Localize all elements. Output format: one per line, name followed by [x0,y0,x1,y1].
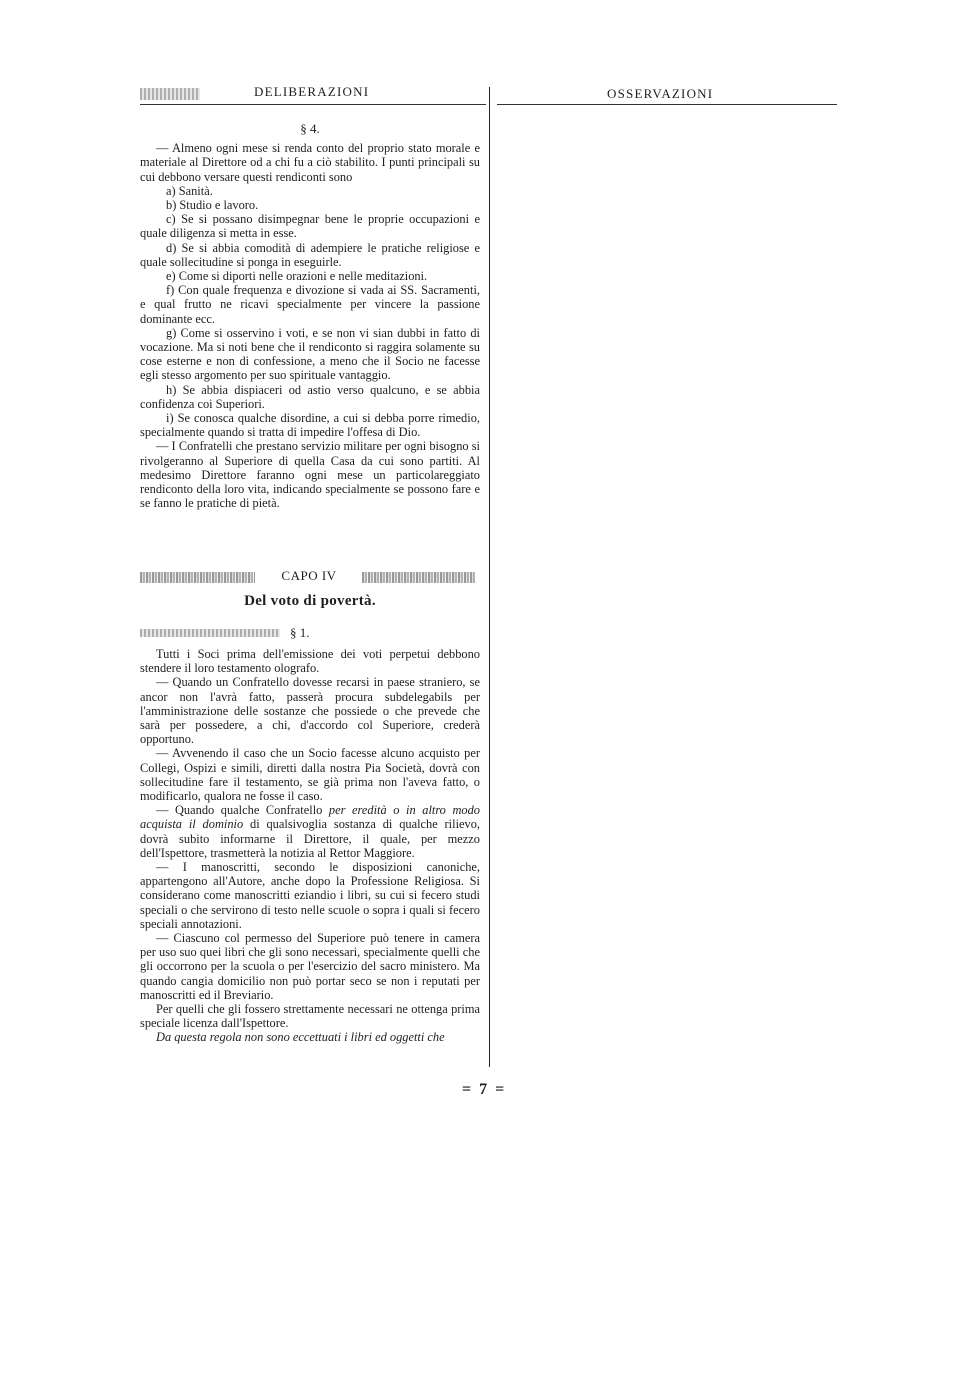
paragraph: Tutti i Soci prima dell'emissione dei voti perpetui debbono stendere il loro testamento olografo. [140,647,480,676]
list-item: b) Studio e lavoro. [166,198,259,213]
paragraph-part: — Quando qualche Confratello [156,803,329,818]
paragraph: — Quando un Confratello dovesse recarsi in paese straniero, se ancor non l'avrà fatto, passerà procura subdelegabils per l'amministrazione delle sostanze che possiede o che prevede che sarà per possedere, a chi, d'accordo col Superiore, crederà opportuno. [140,675,480,747]
section-1 [140,647,480,1045]
section-4 [140,122,480,510]
paragraph [140,803,480,860]
section-4-intro: — Almeno ogni mese si renda conto del proprio stato morale e materiale al Direttore od a chi fu a ciò stabilito. I punti principali su cui debbono versare questi rendiconti sono [140,141,480,184]
header-ornament [140,88,200,100]
chapter-label: CAPO IV [281,568,337,583]
chapter-heading-row [140,568,475,586]
list-item: g) Come si osservino i voti, e se non vi sian dubbi in fatto di vocazione. Ma si noti bene che il rendiconto si raggira solamente su cose esterne e non di confessione, a meno che il Socio ne facesse egli stesso argomento per suo spirituale vantaggio. [140,325,480,383]
paragraph-italic: per eredità o in altro modo acquista il dominio [140,803,480,832]
paragraph: Per quelli che gli fossero strettamente necessari ne ottenga prima speciale licenza dall'Ispettore. [140,1002,480,1031]
column-divider [489,87,490,1067]
list-item: c) Se si possano disimpegnar bene le proprie occupazioni e quale diligenza si metta in esse. [140,212,480,241]
list-item: e) Come si diporti nelle orazioni e nelle meditazioni. [166,269,428,284]
chapter-ornament-left [140,572,255,583]
header-left [140,84,485,104]
military-service-paragraph: — I Confratelli che prestano servizio militare per ogni bisogno si rivolgeranno al Superiore di quella Casa da cui sono partiti. Al medesimo Direttore faranno ogni mese un particolareggiato rendiconto della loro vita, indicando specialmente se possono fare e se fanno le pratiche di pietà. [140,439,480,511]
page-number: = 7 = [462,1081,507,1098]
header-rule-left [140,104,486,105]
list-item: i) Se conosca qualche disordine, a cui si debba porre rimedio, specialmente quando si tratta di impedire l'offesa di Dio. [140,411,480,440]
section-1-heading: § 1. [290,625,310,640]
list-item: d) Se si abbia comodità di adempiere le pratiche religiose e quale sollecitudine si ponga in eseguirle. [140,240,480,269]
section-4-heading: § 4. [300,121,320,136]
chapter-title: Del voto di povertà. [244,593,376,609]
paragraph: — Avvenendo il caso che un Socio facesse alcuno acquisto per Collegi, Ospizi e simili, diretti dalla nostra Pia Società, dovrà con sollecitudine fare il testamento, se già prima non l'aveva fatto, o modificarlo, qualora ne fosse il caso. [140,746,480,804]
section-1-heading-row [140,625,480,641]
page-number-value: 7 [479,1081,490,1098]
list-item: h) Se abbia dispiaceri od astio verso qualcuno, e se abbia confidenza coi Superiori. [140,382,480,411]
paragraph: Da questa regola non sono eccettuati i libri ed oggetti che [156,1030,445,1045]
header-title-osservazioni: OSSERVAZIONI [607,86,714,101]
paragraph: — Ciascuno col permesso del Superiore può tenere in camera per uso suo quei libri che gli sono necessari, specialmente quelli che gli occorrono per la scuola o per l'esercizio del sacro ministero. Ma quando cangia domicilio non può portar seco se non i reputati per manoscritti ed il Breviario. [140,931,480,1002]
section-ornament [140,629,280,637]
paragraph-part: di qualsivoglia sostanza di qualche rilievo, dovrà subito informarne il Direttore, il quale, per mezzo dell'Ispettore, trasmetterà la notizia al Rettor Maggiore. [140,817,480,860]
header-title-deliberazioni: DELIBERAZIONI [254,84,370,99]
chapter-ornament-right [362,572,475,583]
list-item: a) Sanità. [166,183,213,198]
header-rule-right [497,104,837,105]
list-item: f) Con quale frequenza e divozione si vada ai SS. Sacramenti, e qual frutto ne ricavi specialmente per vincere la passione dominante ecc. [140,283,480,326]
paragraph: — I manoscritti, secondo le disposizioni canoniche, appartengono all'Autore, anche dopo la Professione Religiosa. Si considerano come manoscritti eziandio i libri, su cui si fecero studi speciali o che servirono di testo nelle scuole o sopra i quali si fecero speciali annotazioni. [140,860,480,931]
